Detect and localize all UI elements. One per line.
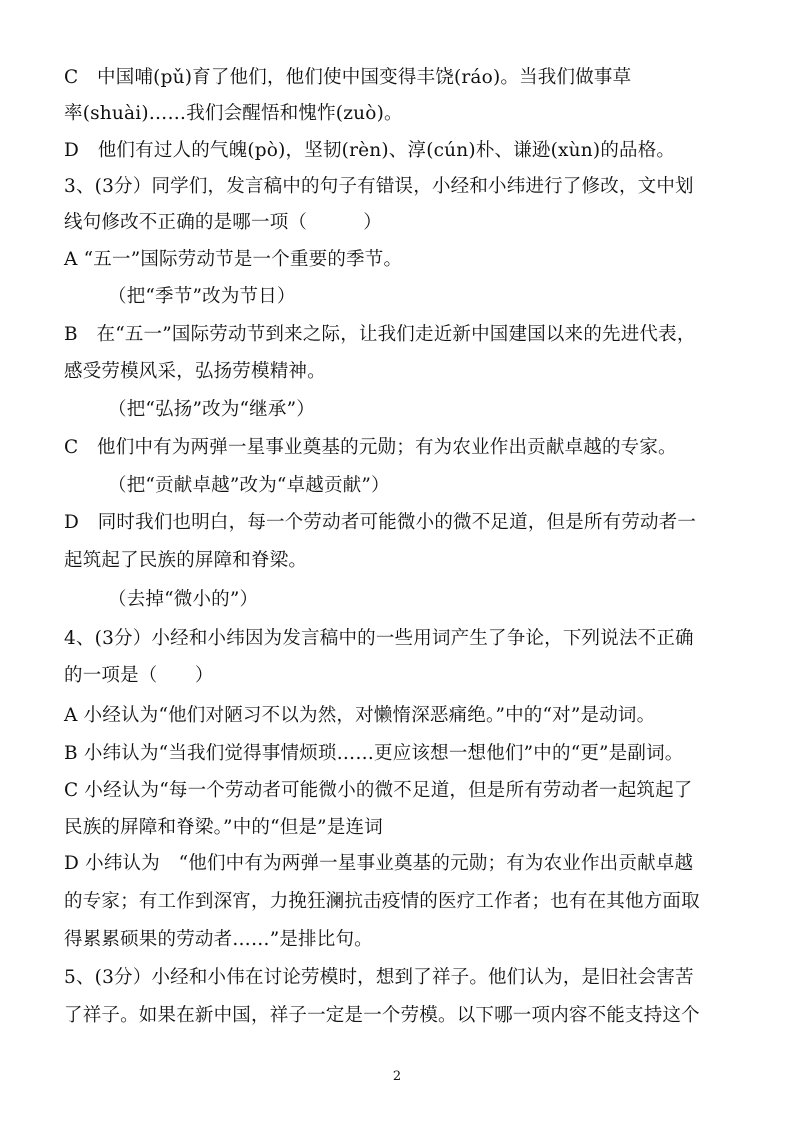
question-4-option-d-continuation: 得累累硕果的劳动者……”是排比句。 (64, 929, 373, 950)
question-5-stem-line: 5、(3分）小经和小伟在讨论劳模时，想到了祥子。他们认为，是旧社会害苦 (64, 967, 694, 988)
question-3-stem-line: 线句修改不正确的是哪一项（ ） (64, 212, 382, 233)
question-3-option-d-continuation: 起筑起了民族的屏障和脊梁。 (64, 550, 308, 571)
question-4-option-a: A 小经认为“他们对陋习不以为然，对懒惰深恶痛绝。”中的“对”是动词。 (64, 705, 656, 726)
question-3-option-d: D 同时我们也明白，每一个劳动者可能微小的微不足道，但是所有劳动者一 (64, 512, 697, 533)
text-line: C 中国哺(pǔ)育了他们，他们使中国变得丰饶(ráo)。当我们做事草 (64, 67, 632, 88)
question-4-stem-line: 的一项是（ ） (64, 665, 214, 686)
question-4-option-b: B 小纬认为“当我们觉得事情烦琐……更应该想一想他们”中的“更”是副词。 (64, 743, 684, 764)
question-4-option-d-continuation: 的专家；有工作到深宵，力挽狂澜抗击疫情的医疗工作者；也有在其他方面取 (64, 891, 700, 912)
question-3-option-c-revision: （把“贡献卓越”改为“卓越贡献”） (108, 475, 390, 496)
question-3-option-d-revision: （去掉“微小的”） (108, 589, 259, 610)
question-4-option-c-continuation: 民族的屏障和脊梁。”中的“但是”是连词 (64, 817, 383, 838)
question-3-option-b-continuation: 感受劳模风采，弘扬劳模精神。 (64, 361, 326, 382)
question-4-option-c: C 小经认为“每一个劳动者可能微小的微不足道，但是所有劳动者一起筑起了 (64, 780, 693, 801)
question-3-stem-line: 3、(3分）同学们，发言稿中的句子有错误，小经和小纬进行了修改，文中划 (64, 176, 694, 197)
question-5-stem-line: 了祥子。如果在新中国，祥子一定是一个劳模。以下哪一项内容不能支持这个 (64, 1005, 700, 1026)
question-3-option-a-revision: （把“季节”改为节日） (108, 286, 296, 307)
text-line: D 他们有过人的气魄(pò)，坚韧(rèn)、淳(cún)朴、谦逊(xùn)的品格。 (64, 140, 676, 161)
page-number: 2 (392, 1069, 402, 1084)
question-3-option-b-revision: （把“弘扬”改为“继承”） (108, 399, 315, 420)
question-4-option-d: D 小纬认为 “他们中有为两弹一星事业奠基的元勋；有为农业作出贡献卓越 (64, 853, 694, 874)
question-3-option-c: C 他们中有为两弹一星事业奠基的元勋；有为农业作出贡献卓越的专家。 (64, 437, 677, 458)
text-line: 率(shuài)……我们会醒悟和愧怍(zuò)。 (64, 103, 403, 124)
question-4-stem-line: 4、(3分）小经和小纬因为发言稿中的一些用词产生了争论，下列说法不正确 (64, 628, 694, 649)
question-3-option-b: B 在“五一”国际劳动节到来之际，让我们走近新中国建国以来的先进代表， (64, 324, 696, 345)
question-3-option-a: A “五一”国际劳动节是一个重要的季节。 (64, 249, 403, 270)
